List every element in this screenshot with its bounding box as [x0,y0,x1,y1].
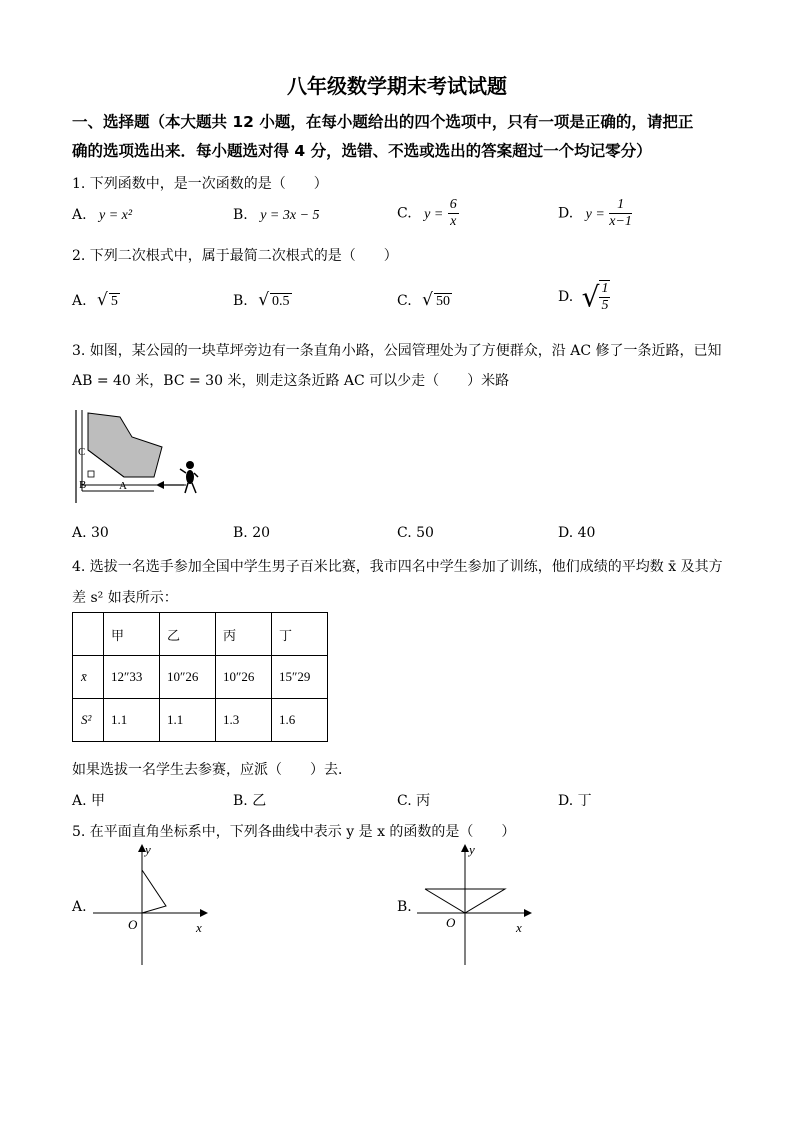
q1-b-label: B. [233,207,248,223]
table-header-cell: 丙 [216,613,272,656]
q3-line1: 3. 如图，某公园的一块草坪旁边有一条直角小路，公园管理处为了方便群众，沿 AC 修了一条近路，已知 [72,343,722,359]
table-cell: 15″29 [272,656,328,699]
radical-sign: √ [422,290,433,310]
table-header-cell: 甲 [104,613,160,656]
q1-c-fraction [448,197,459,230]
q1-a-expr: y = x² [99,208,133,223]
q1-c-denominator: x [450,214,457,229]
q2-a-radicand: 5 [110,294,118,309]
q2-option-d [558,280,610,314]
q5-stem: 5. 在平面直角坐标系中，下列各曲线中表示 y 是 x 的函数的是（ ） [72,824,516,840]
q4-option-b: B. 乙 [233,793,267,809]
q1-c-label: C. [397,205,412,222]
person-icon [180,461,198,493]
table-cell: x̄ [73,656,104,699]
q1-b-expr: y = 3x − 5 [260,208,320,223]
fig-right-angle [88,471,94,477]
table-row [73,699,328,742]
q3-option-b: B. 20 [233,525,271,541]
table-header-cell: 乙 [160,613,216,656]
table-header-cell [73,613,104,656]
curve-a [142,870,166,913]
q1-d-fraction [609,197,632,230]
page-title: 八年级数学期末考试试题 [287,74,507,98]
q1-option-a [72,207,132,224]
q1-c-lhs: y = [424,206,444,222]
q2-b-radicand: 0.5 [272,294,290,309]
axis-label-y: y [469,842,475,857]
q1-stem: 1. 下列函数中，是一次函数的是（ ） [72,176,328,192]
origin-label: O [446,915,456,930]
q2-d-denominator: 5 [601,298,609,313]
q1-option-c [397,197,459,230]
q1-option-b [233,207,320,224]
q4-option-c: C. 丙 [397,793,431,809]
section-header-line1: 一、选择题（本大题共 12 小题，在每小题给出的四个选项中，只有一项是正确的，请把正 [72,113,694,131]
fig-label-b: B [79,479,87,491]
q1-c-numerator: 6 [449,197,457,212]
table-cell: S² [73,699,104,742]
q3-park-figure [66,405,216,505]
q2-d-numerator: 1 [601,281,609,296]
table-cell: 1.1 [104,699,160,742]
table-cell: 10″26 [216,656,272,699]
q4-line2: 差 s² 如表所示： [72,590,178,606]
q2-d-fraction [599,280,610,314]
table-row [73,656,328,699]
table-cell: 1.3 [216,699,272,742]
q5-b-label: B. [397,899,412,915]
q1-d-label: D. [558,205,574,222]
q2-option-a [72,290,120,310]
radical-sign: √ [97,290,108,310]
q2-c-label: C. [397,293,412,309]
radical-sign: √ [258,290,270,310]
table-header-cell: 丁 [272,613,328,656]
q5-graph-b [412,840,542,970]
q2-b-label: B. [233,293,248,309]
q1-option-d [558,197,632,230]
q1-d-denominator: x−1 [609,214,632,229]
table-cell: 10″26 [160,656,216,699]
section-header-line2: 确的选项选出来．每小题选对得 4 分，选错、不选或选出的答案超过一个均记零分） [72,142,652,160]
radical-sign: √ [581,280,600,314]
q3-option-d: D. 40 [558,525,596,541]
table-cell: 1.1 [160,699,216,742]
fig-lawn [88,413,162,477]
q4-option-d: D. 丁 [558,793,592,809]
q1-a-label: A. [72,207,87,223]
arrow-icon [156,481,164,489]
table-cell: 1.6 [272,699,328,742]
table-header-row [73,613,328,656]
q3-option-a: A. 30 [72,525,109,541]
q2-a-label: A. [72,293,87,309]
axis-label-x: x [196,920,202,935]
q5-a-label: A. [72,899,87,915]
q1-d-numerator: 1 [609,197,632,214]
q3-line2: AB = 40 米，BC = 30 米，则走这条近路 AC 可以少走（ ）米路 [72,373,510,389]
q4-option-a: A. 甲 [72,793,106,809]
q1-d-lhs: y = [585,206,605,222]
q2-c-radicand: 50 [435,294,450,309]
q4-line1: 4. 选拔一名选手参加全国中学生男子百米比赛，我市四名中学生参加了训练，他们成绩的平均数 x̄ 及其方 [72,559,723,575]
q2-d-label: D. [558,289,574,305]
q2-option-c [397,290,452,310]
q2-option-b [233,290,292,310]
q5-graph-a [88,840,218,970]
q2-stem: 2. 下列二次根式中，属于最简二次根式的是（ ） [72,248,398,264]
origin-label: O [128,917,138,932]
q4-after-text: 如果选拔一名学生去参赛，应派（ ）去． [72,762,352,778]
table-cell: 12″33 [104,656,160,699]
q3-option-c: C. 50 [397,525,434,541]
q4-stats-table [72,612,328,742]
fig-label-a: A [119,480,127,492]
fig-label-c: C [78,446,86,458]
axis-label-y: y [145,842,151,857]
axis-label-x: x [516,920,522,935]
